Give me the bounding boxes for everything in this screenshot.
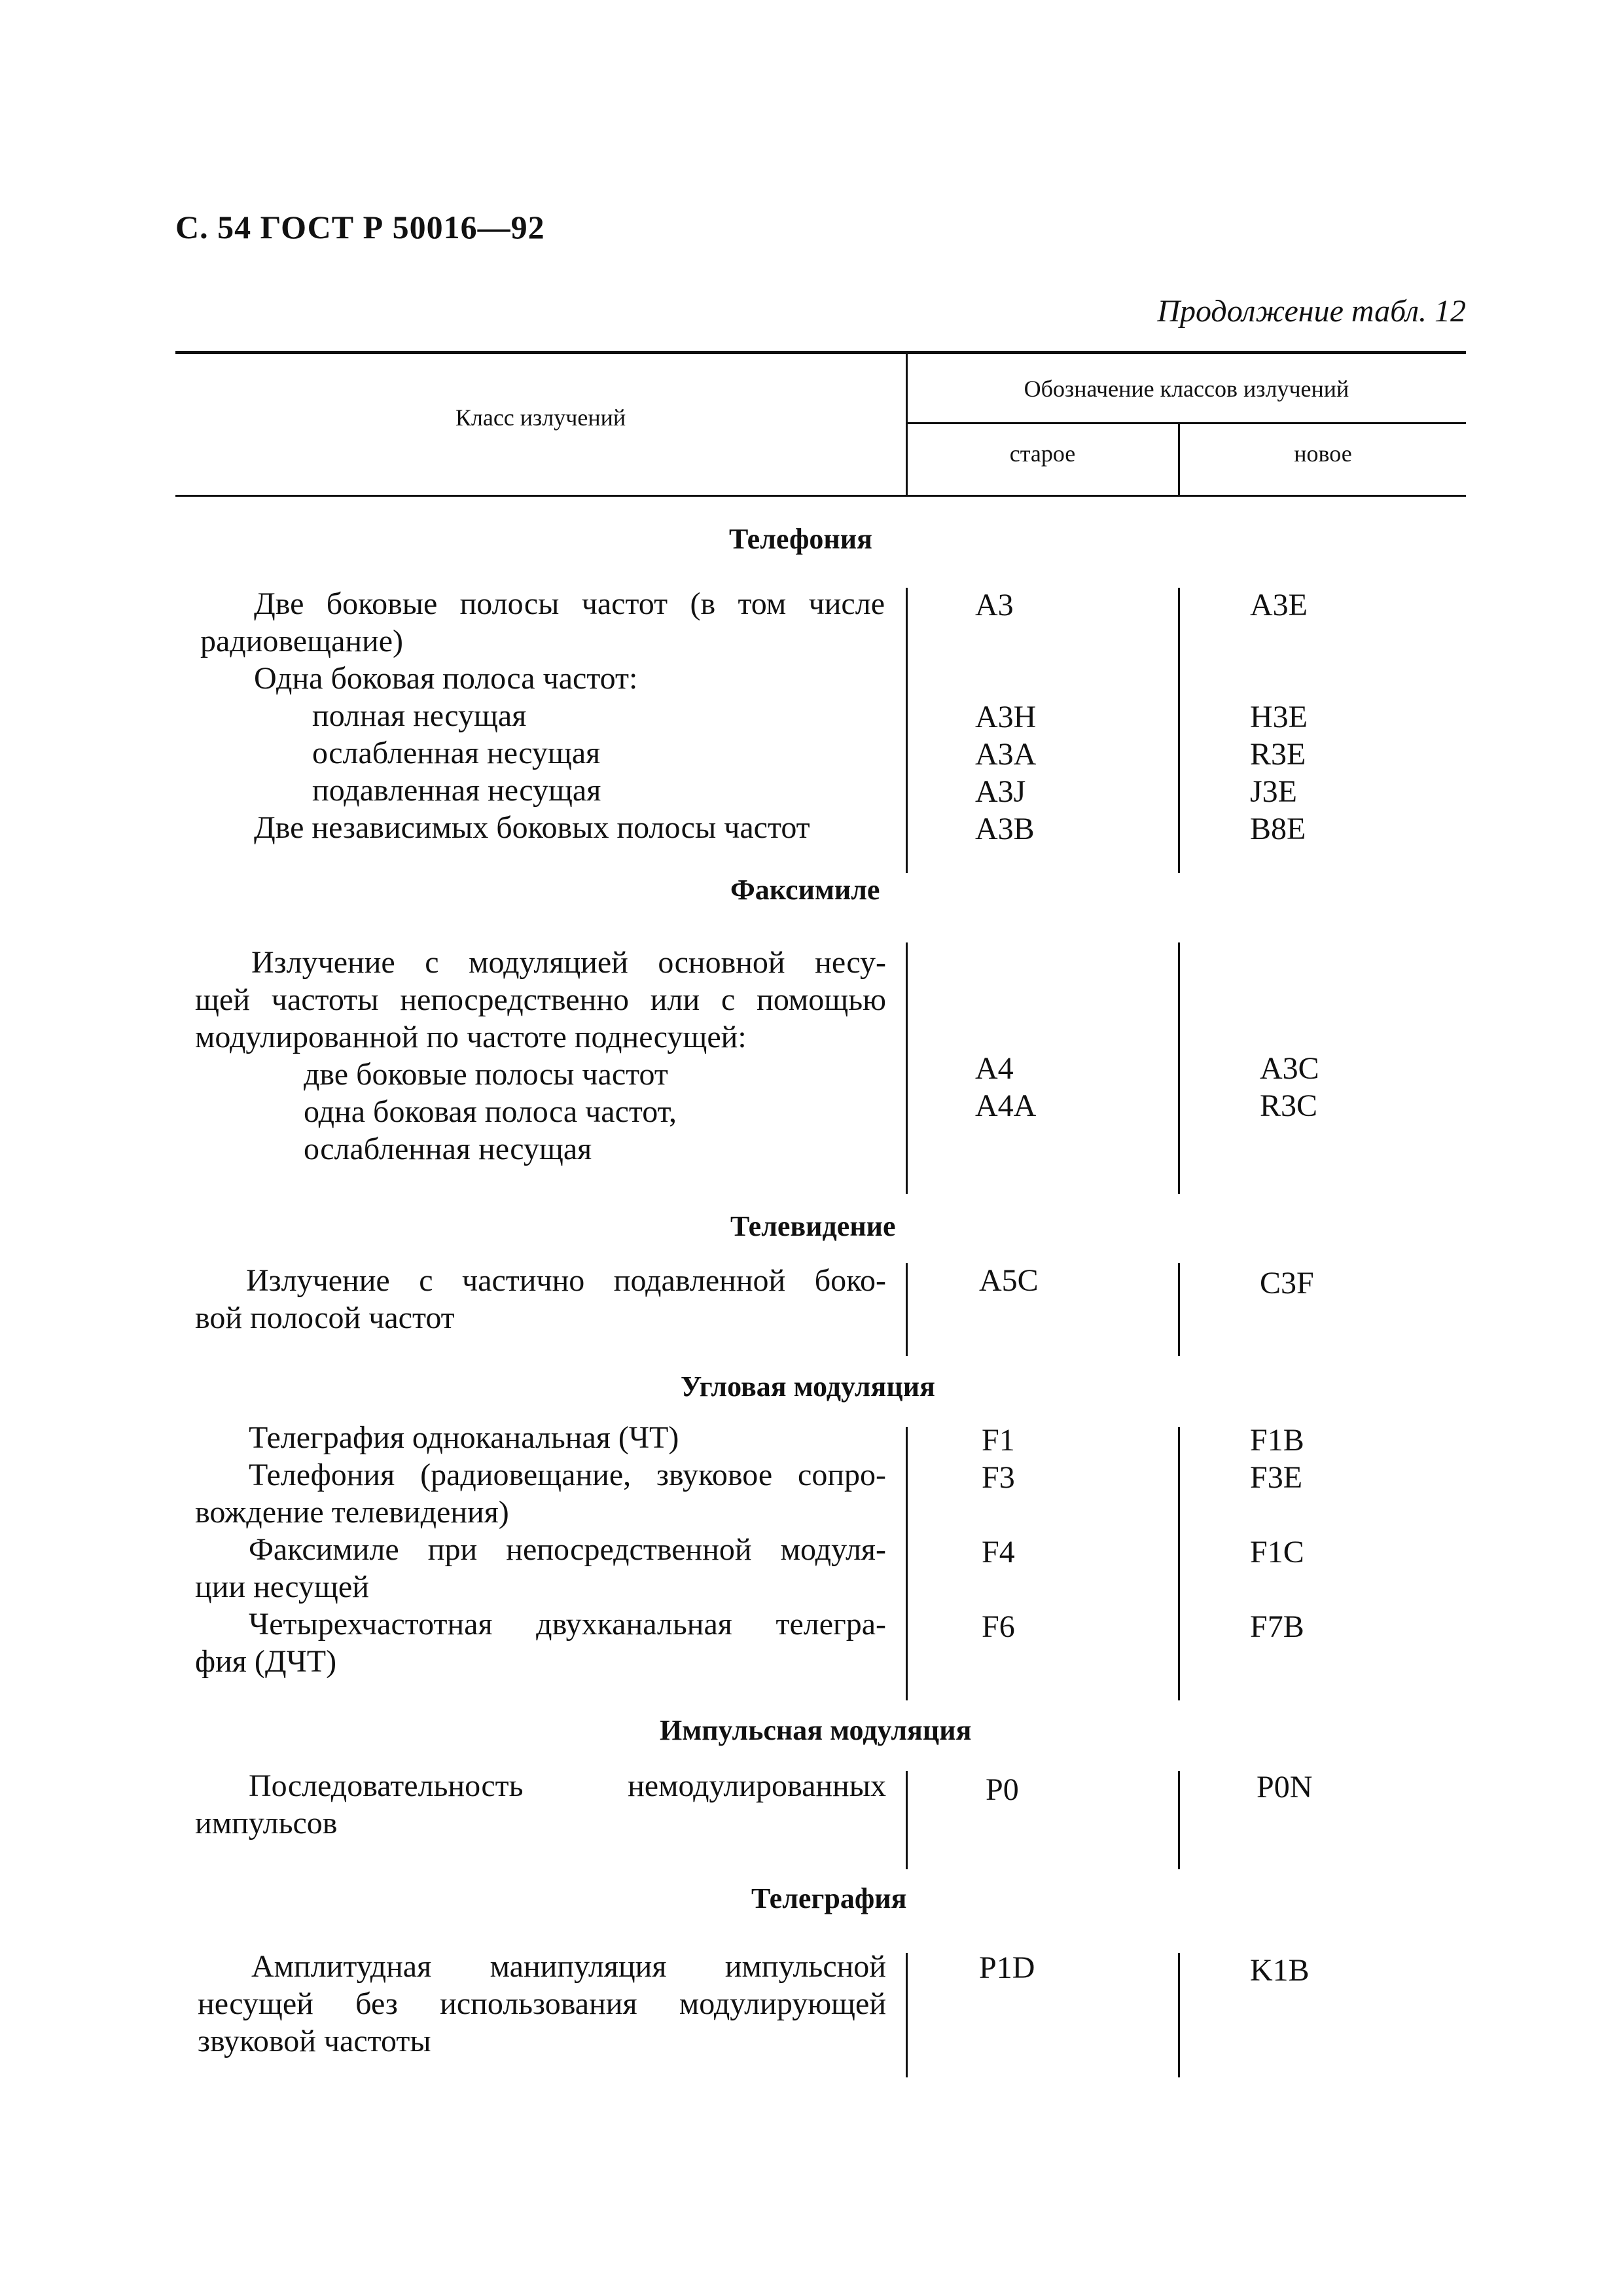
emission-class-text: Излучение с модуляцией основной несу- bbox=[251, 945, 886, 980]
old-designation: F4 bbox=[982, 1535, 1015, 1570]
old-designation: A5C bbox=[979, 1263, 1039, 1298]
old-designation: F3 bbox=[982, 1460, 1015, 1495]
emission-class-text: Две независимых боковых полосы частот bbox=[254, 810, 810, 845]
new-designation: H3E bbox=[1250, 700, 1308, 734]
column-header-designation: Обозначение классов излучений bbox=[1024, 376, 1349, 402]
column-divider bbox=[1178, 1427, 1180, 1700]
column-divider bbox=[906, 1427, 908, 1700]
emission-class-text: ослабленная несущая bbox=[312, 736, 601, 770]
column-divider bbox=[1178, 588, 1180, 873]
new-designation: R3E bbox=[1250, 737, 1306, 772]
column-divider bbox=[1178, 1771, 1180, 1869]
emission-class-text: импульсов bbox=[195, 1806, 338, 1840]
old-designation: A3 bbox=[975, 588, 1014, 622]
new-designation: B8E bbox=[1250, 812, 1306, 846]
old-designation: A3A bbox=[975, 737, 1037, 772]
table-subheader-rule bbox=[906, 422, 1466, 424]
column-header-new: новое bbox=[1294, 440, 1352, 467]
column-divider bbox=[906, 942, 908, 1194]
emission-class-text: звуковой частоты bbox=[198, 2024, 431, 2058]
emission-class-text: Две боковые полосы частот (в том числе bbox=[254, 586, 885, 621]
section-title: Телеграфия bbox=[751, 1882, 907, 1914]
old-designation: A3H bbox=[975, 700, 1037, 734]
new-designation: A3E bbox=[1250, 588, 1308, 622]
column-header-old: старое bbox=[1009, 440, 1076, 467]
section-title: Телефония bbox=[729, 523, 872, 555]
page-header: С. 54 ГОСТ Р 50016—92 bbox=[175, 209, 545, 245]
column-divider bbox=[1178, 1263, 1180, 1356]
new-designation: F3E bbox=[1250, 1460, 1303, 1495]
old-designation: P0 bbox=[986, 1772, 1019, 1807]
emission-class-text: Факсимиле при непосредственной модуля- bbox=[249, 1532, 886, 1567]
emission-class-text: ослабленная несущая bbox=[304, 1132, 592, 1166]
emission-class-text: Амплитудная манипуляция импульсной bbox=[251, 1949, 886, 1984]
emission-class-text: Телефония (радиовещание, звуковое сопро- bbox=[249, 1458, 886, 1492]
new-designation: F7B bbox=[1250, 1609, 1304, 1644]
new-designation: R3C bbox=[1260, 1088, 1318, 1123]
column-divider bbox=[906, 1263, 908, 1356]
old-designation: F6 bbox=[982, 1609, 1015, 1644]
new-designation: P0N bbox=[1257, 1770, 1313, 1804]
column-divider bbox=[1178, 942, 1180, 1194]
new-designation: J3E bbox=[1250, 774, 1297, 809]
column-divider bbox=[906, 1771, 908, 1869]
column-divider bbox=[906, 1953, 908, 2077]
emission-class-text: одна боковая полоса частот, bbox=[304, 1094, 677, 1129]
emission-class-text: ции несущей bbox=[195, 1570, 369, 1604]
emission-class-text: фия (ДЧТ) bbox=[195, 1644, 337, 1679]
emission-class-text: Последовательность немодулированных bbox=[249, 1768, 886, 1803]
emission-class-text: Излучение с частично подавленной боко- bbox=[246, 1263, 886, 1298]
old-designation: A4 bbox=[975, 1051, 1014, 1086]
section-title: Телевидение bbox=[730, 1210, 896, 1242]
header-divider-main bbox=[906, 351, 908, 496]
emission-class-text: вой полосой частот bbox=[195, 1300, 455, 1335]
emission-class-text: вождение телевидения) bbox=[195, 1495, 509, 1530]
section-title: Угловая модуляция bbox=[681, 1371, 935, 1403]
old-designation: A4A bbox=[975, 1088, 1037, 1123]
section-title: Факсимиле bbox=[730, 874, 880, 906]
emission-class-text: Телеграфия одноканальная (ЧТ) bbox=[249, 1420, 679, 1455]
column-divider bbox=[906, 588, 908, 873]
column-divider bbox=[1178, 1953, 1180, 2077]
old-designation: A3J bbox=[975, 774, 1026, 809]
new-designation: K1B bbox=[1250, 1953, 1310, 1988]
new-designation: F1C bbox=[1250, 1535, 1304, 1570]
emission-class-text: Четырехчастотная двухканальная телегра- bbox=[249, 1607, 886, 1641]
new-designation: F1B bbox=[1250, 1423, 1304, 1458]
emission-class-text: подавленная несущая bbox=[312, 773, 601, 808]
emission-class-text: Одна боковая полоса частот: bbox=[254, 661, 638, 696]
table-continuation-label: Продолжение табл. 12 bbox=[1157, 294, 1466, 329]
old-designation: F1 bbox=[982, 1423, 1015, 1458]
emission-class-text: радиовещание) bbox=[200, 624, 404, 658]
emission-class-text: две боковые полосы частот bbox=[304, 1057, 668, 1092]
section-title: Импульсная модуляция bbox=[660, 1714, 972, 1746]
table-top-rule bbox=[175, 351, 1466, 354]
table-header-bottom-rule bbox=[175, 495, 1466, 497]
new-designation: C3F bbox=[1260, 1266, 1314, 1300]
column-header-class: Класс излучений bbox=[455, 404, 626, 431]
emission-class-text: полная несущая bbox=[312, 698, 527, 733]
new-designation: A3C bbox=[1260, 1051, 1319, 1086]
old-designation: A3B bbox=[975, 812, 1035, 846]
old-designation: P1D bbox=[979, 1950, 1035, 1985]
emission-class-text: модулированной по частоте поднесущей: bbox=[195, 1020, 747, 1054]
emission-class-text: щей частоты непосредственно или с помощью bbox=[195, 982, 886, 1017]
emission-class-text: несущей без использования модулирующей bbox=[198, 1986, 886, 2021]
